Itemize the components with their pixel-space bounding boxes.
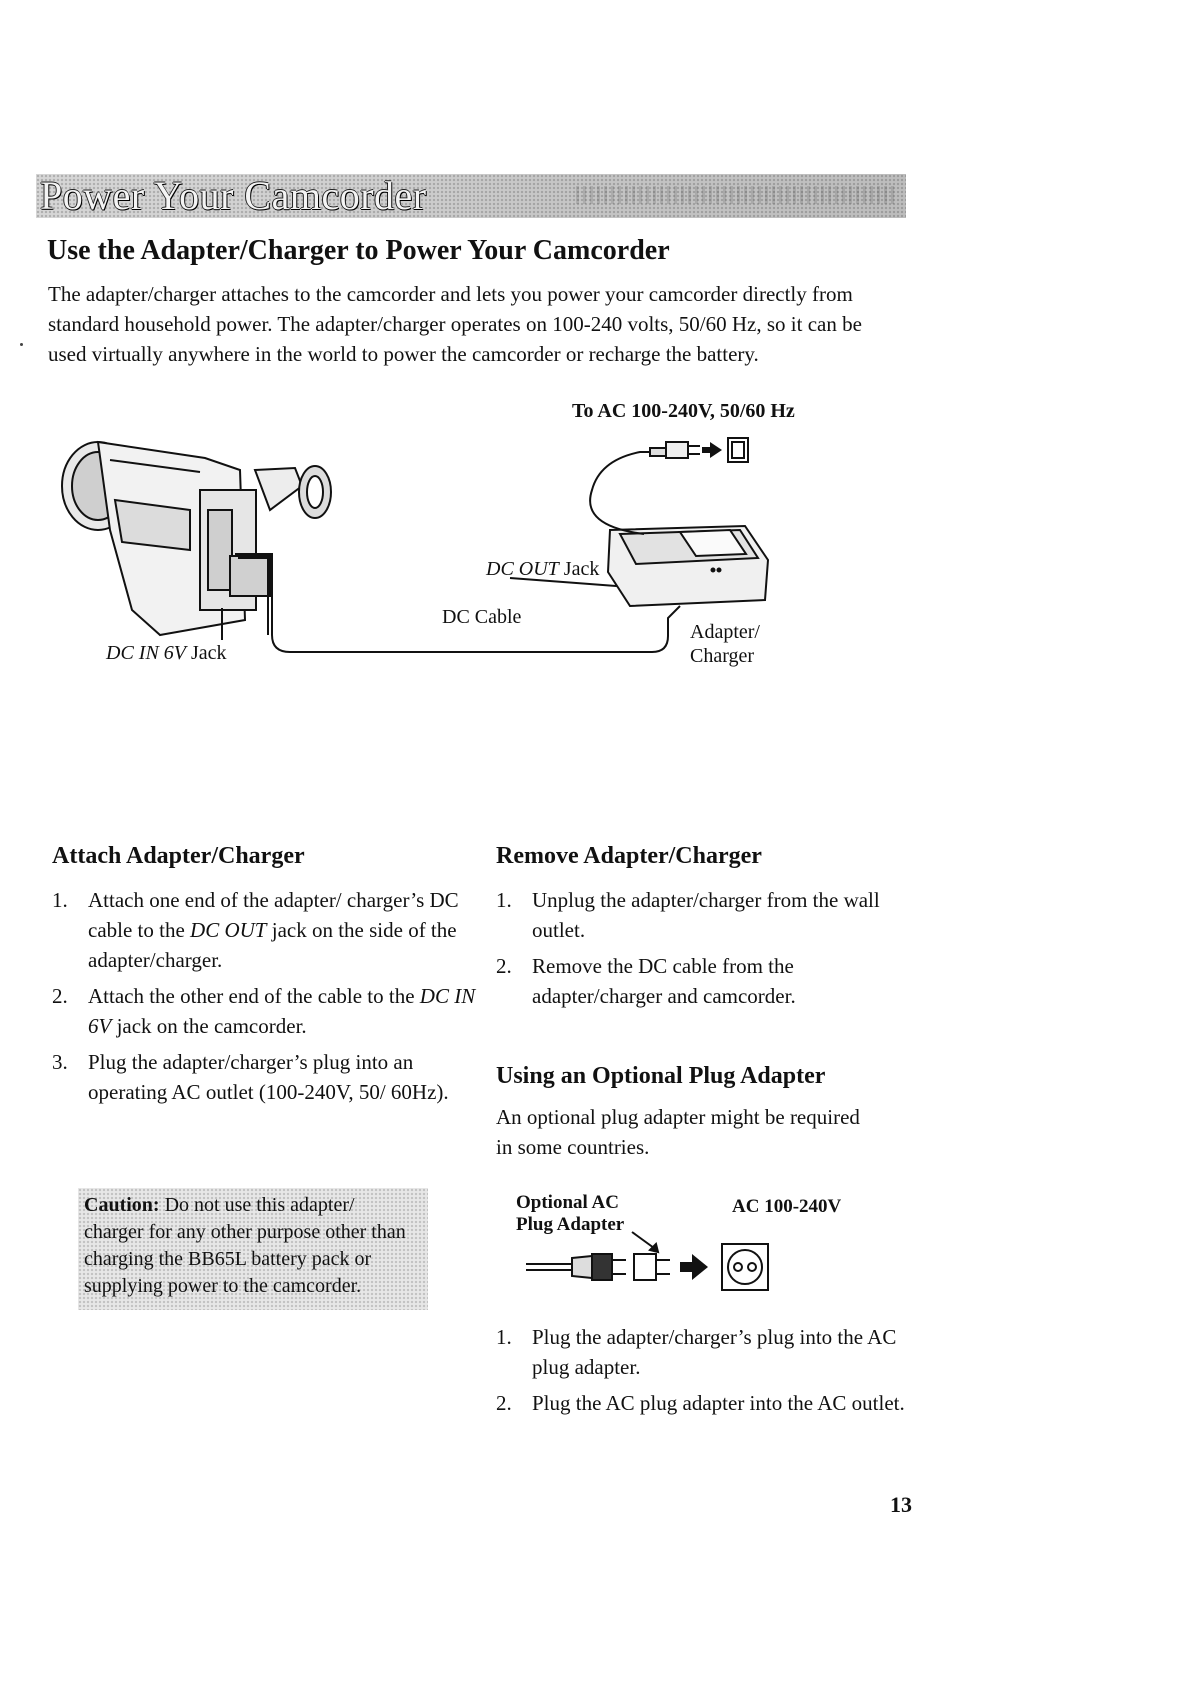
remove-steps-list [496, 885, 906, 1017]
step-text: Attach the other end of the cable to the [88, 984, 420, 1008]
step-text: Plug the adapter/charger’s plug into an operating AC outlet (100-240V, 50/ 60Hz). [88, 1050, 449, 1104]
banner-title: Power Your Camcorder [40, 173, 427, 218]
wall-outlet-icon [728, 438, 748, 462]
remove-step [496, 951, 906, 1011]
dc-in-term: DC IN 6V [106, 642, 186, 664]
main-heading: Use the Adapter/Charger to Power Your Camcorder [47, 235, 670, 266]
pointer-arrow-icon [632, 1232, 658, 1252]
intro-paragraph: The adapter/charger attaches to the camcorder and lets you power your camcorder directly from standard household power. The adapter/charger operates on 100-240 volts, 50/60 Hz, so it can be used virtually anywhere in the world to power the camcorder or recharge the battery. [48, 282, 862, 366]
ac-input-label: To AC 100-240V, 50/60 Hz [572, 400, 795, 422]
remove-step [496, 885, 906, 945]
arrow-right-icon [680, 1254, 708, 1280]
step-text: Plug the AC plug adapter into the AC outlet. [532, 1391, 905, 1415]
step-text: Unplug the adapter/charger from the wall outlet. [532, 888, 880, 942]
remove-heading: Remove Adapter/Charger [496, 843, 762, 869]
adapter-label-line2: Charger [690, 645, 755, 667]
step-text: jack on the camcorder. [111, 1014, 307, 1038]
dc-out-term: DC OUT [486, 558, 559, 580]
optional-ac-label-line2: Plug Adapter [516, 1214, 625, 1235]
banner-texture [576, 186, 896, 204]
step-text: Attach one end of the adapter/ charger’s DC cable to the [88, 888, 459, 942]
caution-label: Caution: [84, 1194, 160, 1216]
adapter-charger-label [690, 620, 760, 668]
step-number: 2. [496, 954, 512, 978]
step-number: 1. [496, 1325, 512, 1349]
dc-cable-label: DC Cable [442, 606, 522, 628]
page-number: 13 [890, 1492, 912, 1517]
step-text: Plug the adapter/charger’s plug into the AC plug adapter. [532, 1325, 897, 1379]
plug-cord-icon [526, 1254, 626, 1280]
adapter-label-line1: Adapter/ [690, 621, 760, 643]
connection-diagram [40, 400, 880, 730]
ac-plug-icon [666, 442, 700, 458]
caution-text [84, 1192, 414, 1300]
attach-step [52, 981, 482, 1041]
arrow-right-icon [702, 442, 722, 458]
step-number: 3. [52, 1050, 68, 1074]
caution-box [78, 1188, 428, 1310]
margin-mark [20, 343, 23, 346]
step-number: 1. [496, 888, 512, 912]
step-number: 1. [52, 888, 68, 912]
step-number: 2. [52, 984, 68, 1008]
section-banner [36, 174, 906, 218]
attach-step [52, 1047, 482, 1107]
plug-adapter-icon [634, 1254, 670, 1280]
camcorder-illustration [62, 442, 331, 640]
caution-body: Do not use this adapter/ charger for any other purpose other than charging the BB65L battery pack or supplying power to the camcorder. [84, 1194, 406, 1297]
optional-ac-label-line1: Optional AC [516, 1192, 619, 1213]
optional-plug-heading: Using an Optional Plug Adapter [496, 1063, 826, 1089]
plug-adapter-illustration [510, 1192, 880, 1302]
plug-step [496, 1388, 916, 1418]
dc-out-jack-word: Jack [558, 558, 600, 580]
attach-step [52, 885, 482, 975]
attach-steps-list [52, 885, 482, 1113]
ac-voltage-label: AC 100-240V [732, 1196, 842, 1217]
step-term: DC IN 6V [88, 984, 476, 1038]
adapter-charger-illustration [590, 448, 768, 606]
plug-adapter-steps-list [496, 1322, 916, 1424]
step-term: DC OUT [190, 918, 267, 942]
dc-in-jack-label [106, 642, 227, 665]
plug-adapter-diagram [510, 1192, 880, 1302]
plug-step [496, 1322, 916, 1382]
step-text: jack on the side of the adapter/charger. [88, 918, 457, 972]
dc-in-jack-word: Jack [186, 642, 227, 664]
attach-heading: Attach Adapter/Charger [52, 843, 305, 869]
wall-outlet-icon [722, 1244, 768, 1290]
step-number: 2. [496, 1391, 512, 1415]
dc-out-jack-label [486, 558, 599, 581]
optional-plug-text: An optional plug adapter might be required in some countries. [496, 1105, 860, 1159]
step-text: Remove the DC cable from the adapter/charger and camcorder. [532, 954, 796, 1008]
connection-illustration [40, 430, 880, 730]
